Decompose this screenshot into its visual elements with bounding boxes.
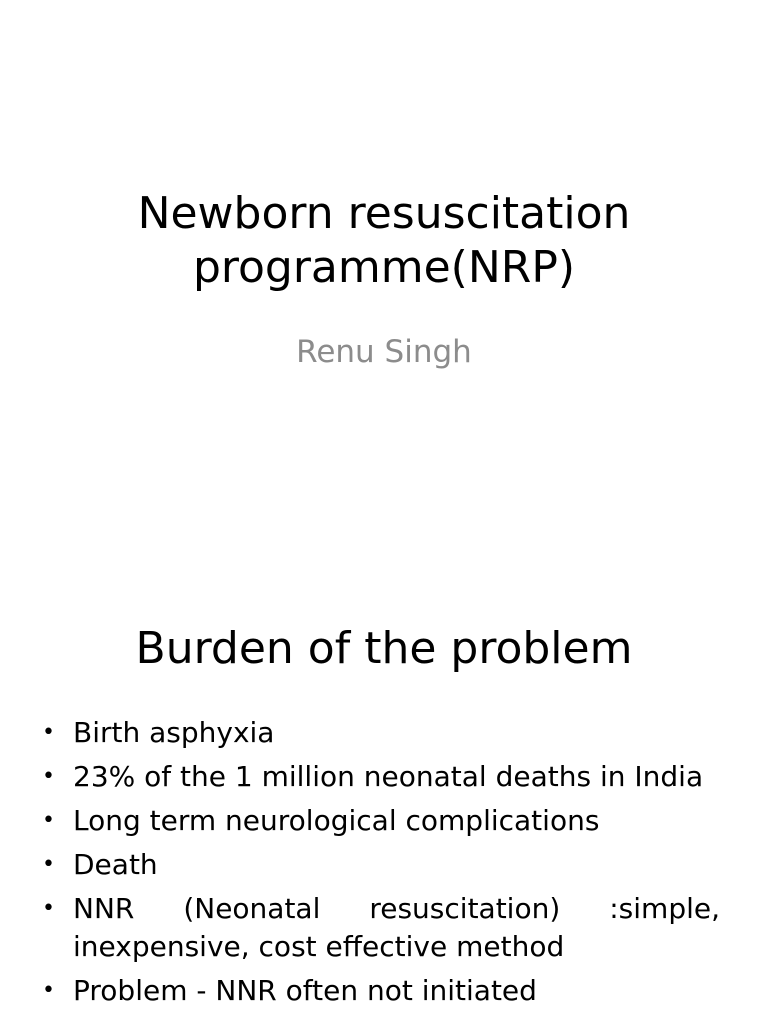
slide-heading: Burden of the problem <box>135 623 633 674</box>
bullet-text: Birth asphyxia <box>73 716 275 749</box>
bullet-item <box>42 802 720 840</box>
bullet-icon: • <box>42 808 55 833</box>
bullet-item <box>42 758 720 796</box>
bullet-icon: • <box>42 896 55 921</box>
bullet-item <box>42 714 720 752</box>
bullet-item <box>42 846 720 884</box>
bullet-text: Long term neurological complications <box>73 804 600 837</box>
presentation-author: Renu Singh <box>296 334 472 370</box>
bullet-list <box>42 714 720 1016</box>
bullet-icon: • <box>42 720 55 745</box>
bullet-icon: • <box>42 852 55 877</box>
content-slide <box>0 576 768 1024</box>
bullet-text: Death <box>73 848 158 881</box>
bullet-text: NNR (Neonatal resuscitation) :simple, inexpensive, cost effective method <box>73 892 720 963</box>
bullet-icon: • <box>42 764 55 789</box>
bullet-icon: • <box>42 978 55 1003</box>
bullet-text: Problem - NNR often not initiated <box>73 974 537 1007</box>
presentation-title: Newborn resuscitation programme(NRP) <box>137 188 631 293</box>
bullet-item <box>42 972 720 1010</box>
bullet-item <box>42 890 720 966</box>
bullet-text: 23% of the 1 million neonatal deaths in India <box>73 760 704 793</box>
